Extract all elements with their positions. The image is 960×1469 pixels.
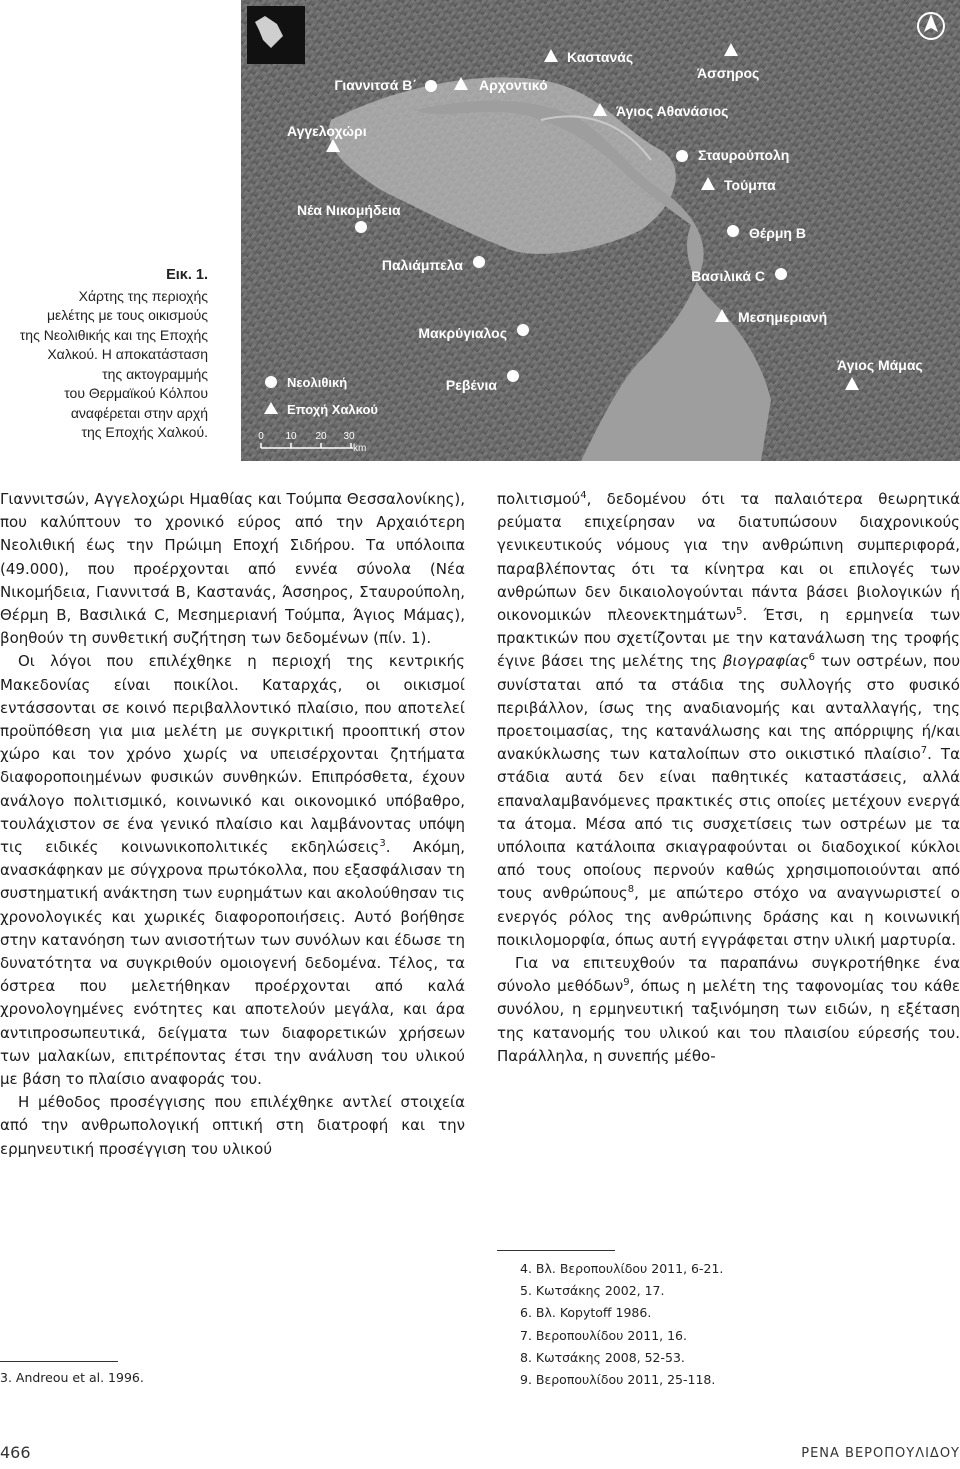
neolithic-site-circle-icon — [507, 370, 519, 382]
scale-tick-label: 0 — [258, 431, 264, 442]
footnote-rule-right — [497, 1250, 615, 1251]
footnote: 4. Βλ. Βεροπουλίδου 2011, 6-21. — [520, 1261, 724, 1276]
site-label: Αρχοντικό — [479, 77, 548, 93]
site-label: Σταυρούπολη — [698, 147, 790, 163]
paragraph — [497, 952, 960, 1068]
paragraph-text: . Ακόμη, ανασκάφηκαν με σύγχρονα πρωτόκολλα, που εξασφάλισαν τη συστηματική ανάκτηση των ευρημάτων και ακολούθησαν τις χρονολογικές και χωρικές διαφοροποιήσεις. Αυτό βοήθησε στην κατανόηση των ανισοτήτων των συνόλων και έδωσε τη δυνατότητα να συγκριθούν ομοιογενή δεδομένα. Τέλος, τα όστρεα που μελετήθηκαν προέρχονται από καλά χρονολογημένες ενότητες και αποτελούν μεγάλα, και άρα αντιπροσωπευτικά, δείγματα των διαφορετικών χρήσεων των μαλακίων, επιτρέποντας έτσι την ανάλυση του υλικού με βάση το πλαίσιο αναφοράς του. — [0, 838, 465, 1089]
footnote-ref: 4 — [580, 490, 587, 501]
scale-tick-label: 20 — [315, 431, 327, 442]
paragraph-text: Η μέθοδος προσέγγισης που επιλέχθηκε αντλεί στοιχεία από την ανθρωπολογική οπτική στη διατροφή και την ερμηνευτική προσέγγιση του υλικού — [0, 1093, 465, 1158]
neolithic-site-circle-icon — [425, 80, 437, 92]
page-number: 466 — [0, 1443, 31, 1462]
neolithic-site-circle-icon — [775, 268, 787, 280]
site-label: Μακρύγιαλος — [418, 325, 507, 341]
paragraph-text: , όπως η μελέτη της ταφονομίας του κάθε συνόλου, η ερμηνευτική ταξινόμηση των ειδών, η εξέταση της κατανομής του υλικού και του πλαισίου εύρεσής του. Παράλληλα, η συνεπής μέθο- — [497, 977, 960, 1065]
caption-line: της Νεολιθικής και της Εποχής — [19, 326, 208, 343]
site-label: Παλιάμπελα — [381, 257, 463, 273]
scale-tick-label: 10 — [285, 431, 297, 442]
footnote-ref: 8 — [627, 884, 635, 896]
site-label: Γιαννιτσά Β΄ — [334, 77, 417, 93]
neolithic-site-circle-icon — [676, 150, 688, 162]
caption-line: Χάρτης της περιοχής — [78, 287, 208, 304]
caption-line: του Θερμαϊκού Κόλπου — [64, 385, 208, 401]
footnote-ref: 5 — [736, 606, 743, 618]
footnote-ref: 9 — [623, 977, 630, 989]
footnote-rule-left — [0, 1361, 118, 1362]
paragraph-text: , με απώτερο στόχο να αναγνωριστεί ο ενεργός ρόλος της ανθρώπινης δράσης και η κοινωνική ποικιλομορφία, όπως αυτή εγγράφεται στην υλική μαρτυρία. — [497, 884, 960, 949]
paragraph — [0, 1091, 465, 1161]
site-label: Καστανάς — [567, 49, 634, 65]
site-label: Βασιλικά C — [691, 268, 765, 284]
neolithic-site-circle-icon — [355, 221, 367, 233]
footnote-ref: 6 — [808, 652, 815, 664]
site-label: Τούμπα — [724, 177, 776, 193]
caption-line: αναφέρεται στην αρχή — [70, 404, 208, 421]
caption-line: μελέτης με τους οικισμούς — [46, 307, 208, 323]
legend-bronze-label: Εποχή Χαλκού — [287, 402, 378, 417]
paragraph-text: πολιτισμού — [497, 490, 581, 508]
footnotes-left — [0, 1367, 144, 1389]
site-label: Αγγελοχώρι — [287, 123, 367, 139]
paragraph — [497, 488, 960, 952]
site-label: Άγιος Μάμας — [837, 357, 923, 373]
scale-unit-label: km — [353, 443, 367, 454]
figure-label: Εικ. 1. — [166, 267, 208, 283]
paragraph-text: . Τα στάδια αυτά δεν είναι παθητικές καταστάσεις, αλλά επαναλαμβανόμενες πρακτικές στις οποίες μετέχουν ενεργά τα άτομα. Μέσα από τις συσχετίσεις των οστρέων με τα υπόλοιπα κατάλοιπα σκιαγραφούνται οι διαδοχικοί κύκλοι από τους οποίους περνούν καθώς χρησιμοποιούνται από τους ανθρώπους — [497, 745, 960, 903]
footnote-ref: 7 — [920, 745, 928, 757]
footnote: 5. Κωτσάκης 2002, 17. — [520, 1283, 665, 1299]
neolithic-site-circle-icon — [727, 225, 739, 237]
paragraph-text: των οστρέων, που συνίσταται από τα στάδια της συλλογής στο φυσικό περιβάλλον, ίσως της αναδιανομής και ανταλλαγής, της προετοιμασίας, της κατανάλωσης και της απόρριψης ή/και ανακύκλωσης των καταλοίπων στο οικιστικό πλαίσιο — [497, 652, 960, 764]
footnote: 9. Βεροπουλίδου 2011, 25-118. — [520, 1372, 716, 1388]
figure-caption — [0, 266, 208, 443]
legend-neolithic-label: Νεολιθική — [287, 375, 348, 390]
site-label: Άγιος Αθανάσιος — [616, 103, 729, 119]
scale-tick-label: 30 — [343, 431, 355, 442]
footnote: 6. Βλ. Kopytoff 1986. — [520, 1305, 652, 1321]
site-label: Νέα Νικομήδεια — [297, 202, 401, 218]
paragraph-text: Οι λόγοι που επιλέχθηκε η περιοχή της κεντρικής Μακεδονίας είναι ποικίλοι. Καταρχάς, οι οικισμοί εντάσσονται σε κοινό περιβαλλοντικό πλαίσιο, που αποτελεί προϋπόθεση για μια μελέτη με συγκριτική προοπτική στον χώρο και τον χρόνο χωρίς να υπεισέρχονται ζητήματα διαφοροποιημένων φυσικών συνθηκών. Επιπρόσθετα, έχουν ανάλογο πολιτισμικό, κοινωνικό και οικονομικό υπόβαθρο, τουλάχιστον σε ένα γενικό πλαίσιο και λαμβάνοντας υπόψη τις ειδικές κοινωνικοπολιτικές εκδηλώσεις — [0, 652, 465, 857]
site-map — [241, 0, 960, 461]
footnote: 3. Andreou et al. 1996. — [0, 1370, 144, 1385]
site-label: Μεσημεριανή — [738, 309, 828, 325]
footnote: 7. Βεροπουλίδου 2011, 16. — [520, 1327, 687, 1343]
left-column — [0, 488, 465, 1161]
running-head: ΡΕΝΑ ΒΕΡΟΠΟΥΛΙΔΟΥ — [801, 1446, 960, 1461]
footnote: 8. Κωτσάκης 2008, 52-53. — [520, 1349, 685, 1365]
legend-circle-icon — [265, 376, 277, 388]
site-label: Ρεβένια — [445, 377, 497, 393]
caption-line: Χαλκού. Η αποκατάσταση — [47, 346, 208, 362]
right-column — [497, 488, 960, 1068]
neolithic-site-circle-icon — [517, 324, 529, 336]
site-label: Άσσηρος — [697, 65, 760, 81]
paragraph-text: . Έτσι, η ερμηνεία των πρακτικών που σχετίζονται με την κατανάλωση της τροφής έγινε βάσει της μελέτης της — [497, 606, 960, 671]
paragraph-text: Για να επιτευχθούν τα παραπάνω συγκροτήθηκε ένα σύνολο μεθόδων — [497, 954, 960, 996]
footnotes-right — [520, 1258, 723, 1391]
paragraph — [0, 650, 465, 1091]
site-label: Θέρμη Β — [749, 225, 806, 241]
paragraph — [0, 488, 465, 650]
map-svg — [241, 0, 960, 461]
neolithic-site-circle-icon — [473, 256, 485, 268]
paragraph-text: Γιαννιτσών, Αγγελοχώρι Ημαθίας και Τούμπα Θεσσαλονίκης), που καλύπτουν το χρονικό εύρος από την Αρχαιότερη Νεολιθική έως την Πρώιμη Εποχή Σιδήρου. Τα υπόλοιπα (49.000), που προέρχονται από εννέα σύνολα (Νέα Νικομήδεια, Γιαννιτσά Β, Καστανάς, Άσσηρος, Σταυρούπολη, Θέρμη Β, Βασιλικά C, Μεσημεριανή Τούμπα, Άγιος Μάμας), βοηθούν τη συνθετική συζήτηση των δεδομένων (πίν. 1). — [0, 490, 465, 648]
paragraph-text: , δεδομένου ότι τα παλαιότερα θεωρητικά ρεύματα επιχείρησαν να διατυπώσουν διαχρονικούς γενικευτικούς νόμους για την ανθρώπινη συμπεριφορά, παραβλέποντας ότι τα κίνητρα και οι επιλογές των ανθρώπων δεν δικαιολογούνται πάντα βάσει βιολογικών ή οικονομικών πλεονεκτημάτων — [497, 490, 960, 625]
emphasis-text: βιογραφίας — [722, 652, 809, 671]
caption-line: της ακτογραμμής — [102, 365, 208, 382]
caption-line: της Εποχής Χαλκού. — [81, 424, 208, 440]
footnote-ref: 3 — [379, 838, 386, 850]
